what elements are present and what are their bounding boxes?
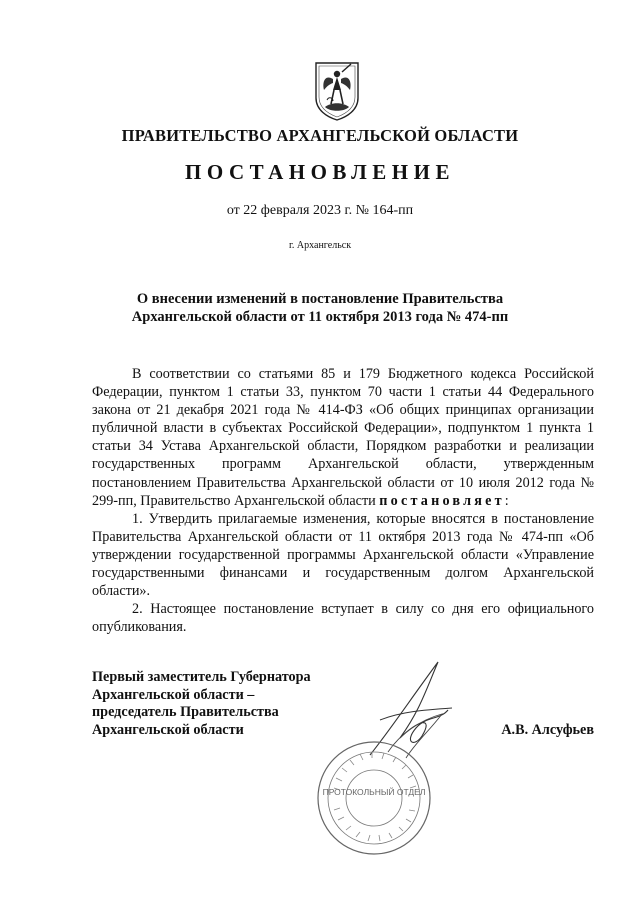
signer-name: А.В. Алсуфьев (501, 722, 594, 738)
arkhangelsk-coat-of-arms-icon (313, 60, 361, 122)
signatory-line: Архангельской области – (92, 686, 255, 703)
preamble-paragraph (92, 365, 594, 510)
stamp-text: ПРОТОКОЛЬНЫЙ ОТДЕЛ (322, 787, 426, 797)
resolves-word: постановляет (379, 492, 505, 509)
signatory-line: Первый заместитель Губернатора (92, 669, 311, 685)
resolution-item-2: 2. Настоящее постановление вступает в силу со дня его официального опубликования. (92, 601, 594, 636)
subject-line: Архангельской области от 11 октября 2013 года № 474-пп (131, 309, 509, 325)
document-type: ПОСТАНОВЛЕНИЕ (185, 160, 455, 184)
document-body (92, 365, 594, 636)
government-title: ПРАВИТЕЛЬСТВО АРХАНГЕЛЬСКОЙ ОБЛАСТИ (121, 126, 519, 145)
resolution-item-1: 1. Утвердить прилагаемые изменения, которые вносятся в постановление Правительства Архангельской области от 11 октября 2013 года № 474-пп «Об утверждении государственной программы Архангельской области «Управление государственными финансами и государственным долгом Архангельской области». (92, 510, 594, 600)
preamble-text: В соответствии со статьями 85 и 179 Бюджетного кодекса Российской Федерации, пунктом 1 статьи 33, пунктом 70 части 1 статьи 44 Федерального закона от 21 декабря 2021 года № 414-ФЗ «Об общих принципах организации публичной власти в субъектах Российской Федерации», подпунктом 1 пункта 1 статьи 34 Устава Архангельской области, Порядком разработки и реализации государственных программ Архангельской области, утвержденным постановлением Правительства Архангельской области от 10 июля 2012 года № 299-пп, Правительство Архангельской области (92, 366, 594, 509)
signatory-line: Архангельской области (92, 721, 244, 738)
signatory-title (92, 669, 352, 739)
document-date-number: от 22 февраля 2023 г. № 164-пп (226, 203, 414, 218)
document-city: г. Архангельск (288, 240, 352, 251)
signatory-line: председатель Правительства (92, 704, 279, 720)
resolves-suffix: : (504, 492, 509, 509)
document-subject (110, 290, 530, 326)
subject-line: О внесении изменений в постановление Правительства (136, 291, 504, 307)
round-seal-stamp-icon (314, 738, 434, 858)
